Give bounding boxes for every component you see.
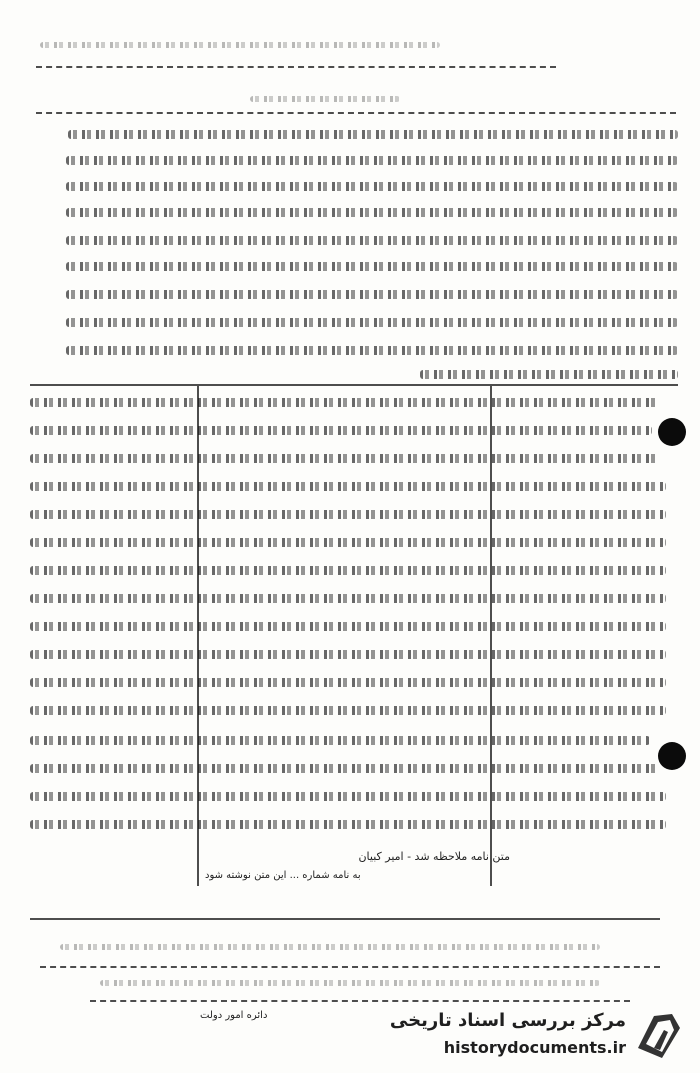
handwriting-line [68,130,678,139]
handwriting-line [30,820,666,829]
date-line [250,96,400,102]
handwriting-line [66,156,678,165]
margin-note: به نامه شماره ... این متن نوشته شود [205,870,361,881]
handwriting-line [30,398,660,407]
watermark-url: historydocuments.ir [443,1038,626,1057]
handwriting-line [66,182,678,191]
handwriting-line [30,736,650,745]
signature-line: متن نامه ملاحظه شد - امیر کبیان [358,850,510,863]
section-divider [30,918,660,920]
header-rule [36,66,556,68]
handwriting-line [66,346,678,355]
handwriting-line [66,262,678,271]
handwriting-line [30,426,652,435]
footer-rule [90,1000,630,1002]
footer-text-line [100,980,600,986]
handwriting-line [30,594,666,603]
binder-hole [658,742,686,770]
handwriting-line [30,764,660,773]
binder-hole [658,418,686,446]
handwriting-line [420,370,678,379]
handwriting-line [30,538,666,547]
handwriting-line [30,678,666,687]
handwriting-line [30,792,666,801]
handwriting-line [66,318,678,327]
watermark-title: مرکز بررسی اسناد تاریخی [389,1010,626,1031]
footer-rule [40,966,660,968]
header-rule-2 [36,112,676,114]
handwriting-line [30,566,666,575]
section-divider [30,384,678,386]
handwriting-line [66,208,678,217]
handwriting-line [30,510,666,519]
handwriting-line [30,622,666,631]
handwriting-line [30,706,666,715]
handwriting-line [66,290,678,299]
header-text-line [40,42,440,48]
footer-note: دائره امور دولت [200,1010,268,1021]
handwriting-line [66,236,678,245]
handwriting-line [30,650,666,659]
footer-text-line [60,944,600,950]
quill-book-icon [632,1008,686,1062]
handwriting-line [30,482,666,491]
handwriting-line [30,454,660,463]
watermark [389,1008,688,1064]
